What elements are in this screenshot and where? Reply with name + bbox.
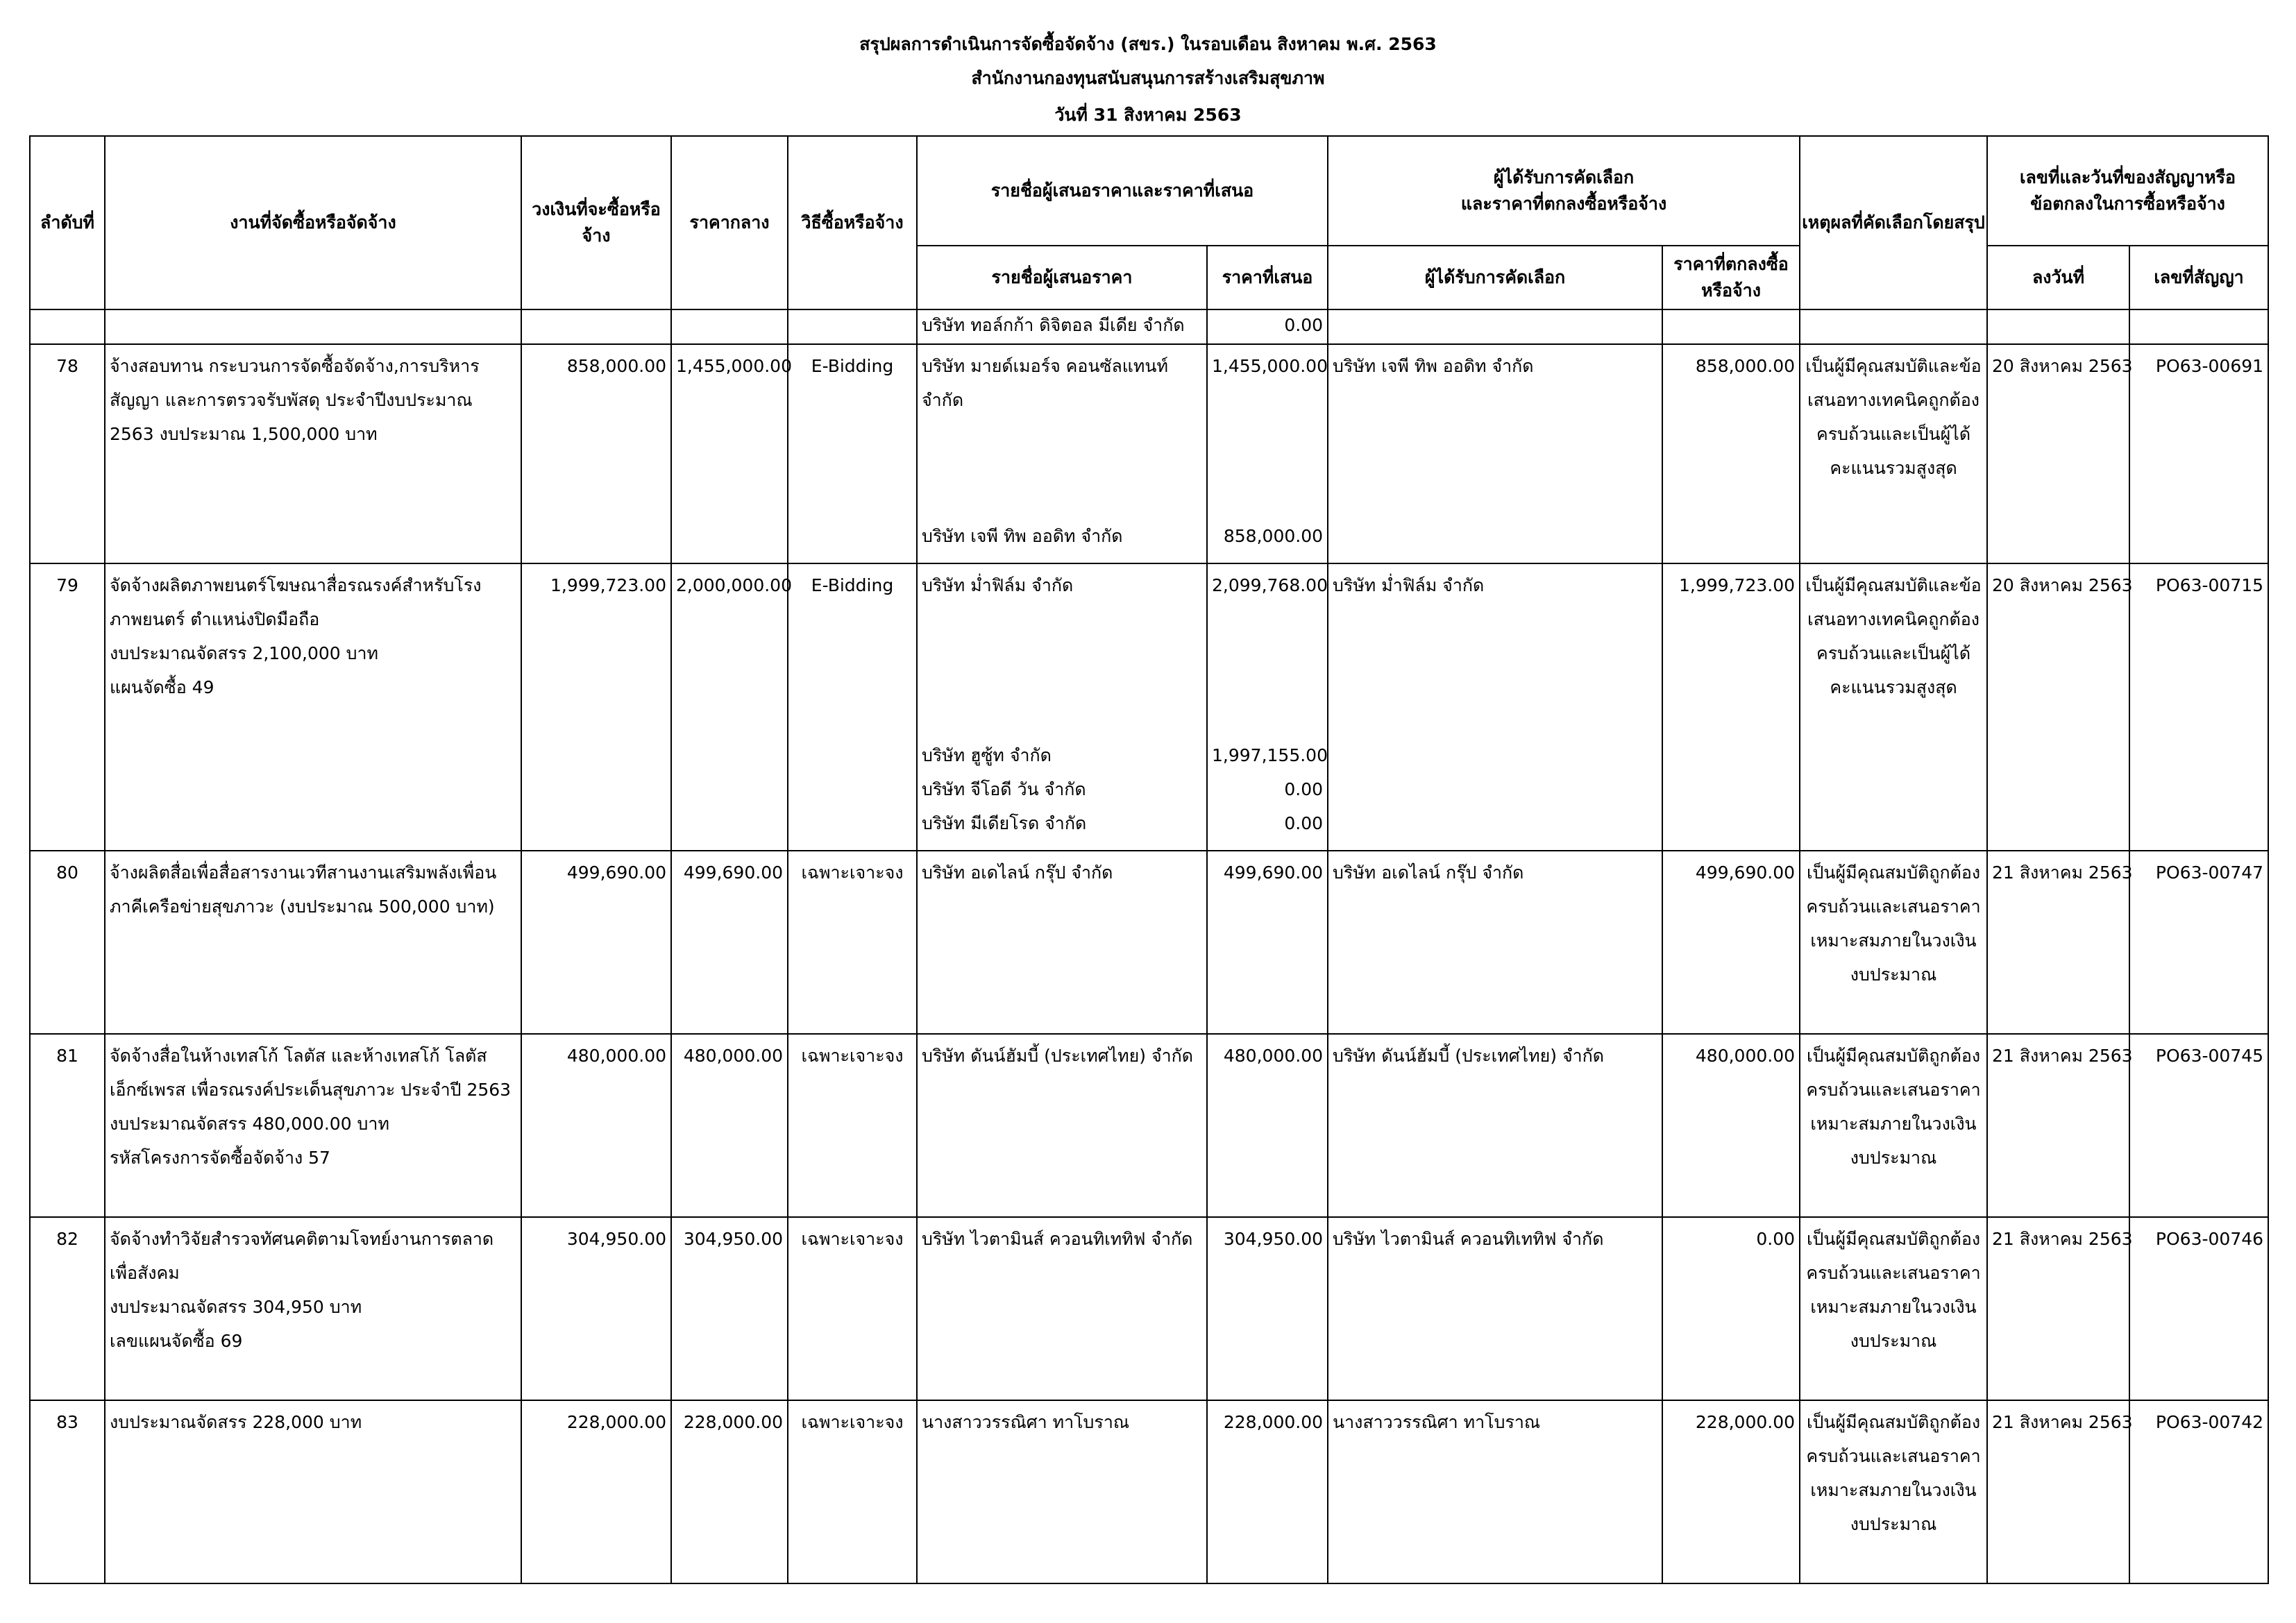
budget-amount: 228,000.00 bbox=[566, 1412, 666, 1432]
work-description: งบประมาณจัดสรร 228,000 บาท bbox=[110, 1412, 362, 1432]
contract-date: 21 สิงหาคม 2563 bbox=[1992, 863, 2133, 883]
header-contract-line2: ข้อตกลงในการซื้อหรือจ้าง bbox=[2030, 194, 2225, 214]
contract-number: PO63-00715 bbox=[2155, 575, 2264, 595]
procurement-method: E-Bidding bbox=[811, 575, 894, 595]
table-row-carry bbox=[30, 309, 2268, 344]
median-price: 304,950.00 bbox=[683, 1229, 783, 1249]
bidder-name: บริษัท จีโอดี วัน จำกัด bbox=[922, 779, 1086, 799]
median-price: 2,000,000.00 bbox=[676, 575, 792, 595]
selection-reason: เป็นผู้มีคุณสมบัติถูกต้องครบถ้วนและเสนอราคาเหมาะสมภายในวงเงินงบประมาณ bbox=[1806, 1412, 1981, 1534]
bid-price: 0.00 bbox=[1284, 779, 1324, 799]
bid-price: 304,950.00 bbox=[1223, 1229, 1324, 1249]
agreed-price: 0.00 bbox=[1756, 1229, 1796, 1249]
header-reason: เหตุผลที่คัดเลือกโดยสรุป bbox=[1800, 136, 1987, 309]
bid-price: 2,099,768.00 bbox=[1212, 575, 1328, 595]
procurement-table bbox=[29, 135, 2269, 1584]
contract-number: PO63-00742 bbox=[2155, 1412, 2264, 1432]
work-description: จ้างสอบทาน กระบวนการจัดซื้อจัดจ้าง,การบริหารสัญญา และการตรวจรับพัสดุ ประจำปีงบประมาณ 2563 งบประมาณ 1,500,000 บาท bbox=[110, 356, 480, 444]
header-bidder-name: รายชื่อผู้เสนอราคา bbox=[917, 246, 1207, 309]
selected-vendor: นางสาววรรณิศา ทาโบราณ bbox=[1333, 1412, 1541, 1432]
table-row bbox=[30, 1034, 2268, 1217]
agreed-price: 228,000.00 bbox=[1695, 1412, 1796, 1432]
row-no: 82 bbox=[56, 1229, 78, 1249]
table-row bbox=[30, 563, 2268, 851]
selected-vendor: บริษัท ดันน์ฮัมบี้ (ประเทศไทย) จำกัด bbox=[1333, 1046, 1605, 1066]
header-selected-line1: ผู้ได้รับการคัดเลือก bbox=[1493, 167, 1635, 187]
header-agreed-price: ราคาที่ตกลงซื้อหรือจ้าง bbox=[1662, 246, 1800, 309]
bidder-name: บริษัท ไวตามินส์ ควอนทิเททิฟ จำกัด bbox=[922, 1229, 1193, 1249]
report-date: วันที่ 31 สิงหาคม 2563 bbox=[1054, 105, 1242, 125]
procurement-method: เฉพาะเจาะจง bbox=[801, 1046, 904, 1066]
bid-price: 1,455,000.00 bbox=[1212, 356, 1328, 376]
header-date: ลงวันที่ bbox=[1987, 246, 2129, 309]
contract-date: 21 สิงหาคม 2563 bbox=[1992, 1046, 2133, 1066]
contract-number: PO63-00747 bbox=[2155, 863, 2264, 883]
agreed-price: 499,690.00 bbox=[1695, 863, 1796, 883]
contract-number: PO63-00691 bbox=[2155, 356, 2264, 376]
bidder-name: บริษัท มีเดียโรด จำกัด bbox=[922, 813, 1087, 833]
median-price: 480,000.00 bbox=[683, 1046, 783, 1066]
header-contract-line1: เลขที่และวันที่ของสัญญาหรือ bbox=[2020, 167, 2236, 187]
table-row bbox=[30, 1400, 2268, 1583]
bid-price: 480,000.00 bbox=[1223, 1046, 1324, 1066]
bidder-name: บริษัท ดันน์ฮัมบี้ (ประเทศไทย) จำกัด bbox=[922, 1046, 1194, 1066]
work-plan-note: แผนจัดซื้อ 49 bbox=[110, 677, 214, 697]
row-no: 78 bbox=[56, 356, 78, 376]
selected-vendor: บริษัท เจพี ทิพ ออดิท จำกัด bbox=[1333, 356, 1534, 376]
budget-amount: 499,690.00 bbox=[566, 863, 666, 883]
work-budget-note: งบประมาณจัดสรร 304,950 บาท bbox=[110, 1297, 362, 1317]
budget-amount: 304,950.00 bbox=[566, 1229, 666, 1249]
selected-vendor: บริษัท ม่ำฟิล์ม จำกัด bbox=[1333, 575, 1485, 595]
header-work: งานที่จัดซื้อหรือจัดจ้าง bbox=[105, 136, 521, 309]
row-no: 80 bbox=[56, 863, 78, 883]
work-description: จัดจ้างทำวิจัยสำรวจทัศนคติตามโจทย์งานการตลาดเพื่อสังคม bbox=[110, 1229, 494, 1283]
contract-date: 21 สิงหาคม 2563 bbox=[1992, 1229, 2133, 1249]
header-selected-name: ผู้ได้รับการคัดเลือก bbox=[1328, 246, 1662, 309]
work-budget-note: งบประมาณจัดสรร 2,100,000 บาท bbox=[110, 643, 379, 663]
header-no: ลำดับที่ bbox=[30, 136, 105, 309]
report-title: สรุปผลการดำเนินการจัดซื้อจัดจ้าง (สขร.) ในรอบเดือน สิงหาคม พ.ศ. 2563 bbox=[859, 34, 1437, 54]
budget-amount: 858,000.00 bbox=[566, 356, 666, 376]
procurement-method: เฉพาะเจาะจง bbox=[801, 863, 904, 883]
header-contract-no: เลขที่สัญญา bbox=[2129, 246, 2268, 309]
bid-price: 0.00 bbox=[1284, 813, 1324, 833]
header-median-price: ราคากลาง bbox=[671, 136, 788, 309]
header-bid-price: ราคาที่เสนอ bbox=[1207, 246, 1328, 309]
bidder-name: บริษัท ฮูซู้ท จำกัด bbox=[922, 745, 1052, 765]
procurement-method: เฉพาะเจาะจง bbox=[801, 1412, 904, 1432]
bidder-name: บริษัท อเดไลน์ กรุ๊ป จำกัด bbox=[922, 863, 1113, 883]
contract-number: PO63-00745 bbox=[2155, 1046, 2264, 1066]
work-description: จัดจ้างสื่อในห้างเทสโก้ โลตัส และห้างเทสโก้ โลตัสเอ็กซ์เพรส เพื่อรณรงค์ประเด็นสุขภาวะ ประจำปี 2563 bbox=[110, 1046, 512, 1100]
header-method: วิธีซื้อหรือจ้าง bbox=[788, 136, 917, 309]
budget-amount: 480,000.00 bbox=[566, 1046, 666, 1066]
work-budget-note: งบประมาณจัดสรร 480,000.00 บาท bbox=[110, 1114, 389, 1134]
bid-price: 1,997,155.00 bbox=[1212, 745, 1328, 765]
row-no: 83 bbox=[56, 1412, 78, 1432]
contract-date: 20 สิงหาคม 2563 bbox=[1992, 575, 2133, 595]
agreed-price: 1,999,723.00 bbox=[1679, 575, 1796, 595]
bidder-name: นางสาววรรณิศา ทาโบราณ bbox=[922, 1412, 1130, 1432]
work-description: จัดจ้างผลิตภาพยนตร์โฆษณาสื่อรณรงค์สำหรับโรงภาพยนตร์ ตำแหน่งปิดมือถือ bbox=[110, 575, 482, 629]
row-no: 81 bbox=[56, 1046, 78, 1066]
agreed-price: 858,000.00 bbox=[1695, 356, 1796, 376]
agreed-price: 480,000.00 bbox=[1695, 1046, 1796, 1066]
bid-price: 0.00 bbox=[1284, 315, 1324, 335]
bid-price: 858,000.00 bbox=[1223, 526, 1324, 546]
selection-reason: เป็นผู้มีคุณสมบัติและข้อเสนอทางเทคนิคถูกต้องครบถ้วนและเป็นผู้ได้คะแนนรวมสูงสุด bbox=[1805, 575, 1982, 697]
selected-vendor: บริษัท ไวตามินส์ ควอนทิเททิฟ จำกัด bbox=[1333, 1229, 1604, 1249]
selection-reason: เป็นผู้มีคุณสมบัติถูกต้องครบถ้วนและเสนอราคาเหมาะสมภายในวงเงินงบประมาณ bbox=[1806, 1229, 1981, 1351]
selection-reason: เป็นผู้มีคุณสมบัติถูกต้องครบถ้วนและเสนอราคาเหมาะสมภายในวงเงินงบประมาณ bbox=[1806, 863, 1981, 985]
header-selected-group bbox=[1328, 136, 1800, 246]
work-description: จ้างผลิตสื่อเพื่อสื่อสารงานเวทีสานงานเสริมพลังเพื่อนภาคีเครือข่ายสุขภาวะ (งบประมาณ 500,000 บาท) bbox=[110, 863, 497, 917]
contract-date: 20 สิงหาคม 2563 bbox=[1992, 356, 2133, 376]
budget-amount: 1,999,723.00 bbox=[550, 575, 666, 595]
selected-vendor: บริษัท อเดไลน์ กรุ๊ป จำกัด bbox=[1333, 863, 1524, 883]
bid-price: 228,000.00 bbox=[1223, 1412, 1324, 1432]
median-price: 499,690.00 bbox=[683, 863, 783, 883]
median-price: 1,455,000.00 bbox=[676, 356, 792, 376]
contract-number: PO63-00746 bbox=[2155, 1229, 2264, 1249]
work-plan-note: รหัสโครงการจัดซื้อจัดจ้าง 57 bbox=[110, 1148, 330, 1168]
selection-reason: เป็นผู้มีคุณสมบัติถูกต้องครบถ้วนและเสนอราคาเหมาะสมภายในวงเงินงบประมาณ bbox=[1806, 1046, 1981, 1168]
report-organization: สำนักงานกองทุนสนับสนุนการสร้างเสริมสุขภาพ bbox=[971, 68, 1325, 88]
header-contract-group bbox=[1987, 136, 2268, 246]
bidder-name: บริษัท ทอล์กก้า ดิจิตอล มีเดีย จำกัด bbox=[922, 315, 1185, 335]
bidder-name: บริษัท มายด์เมอร์จ คอนซัลแทนท์ จำกัด bbox=[922, 356, 1168, 410]
work-plan-note: เลขแผนจัดซื้อ 69 bbox=[110, 1331, 243, 1351]
contract-date: 21 สิงหาคม 2563 bbox=[1992, 1412, 2133, 1432]
table-row bbox=[30, 344, 2268, 563]
bidder-name: บริษัท เจพี ทิพ ออดิท จำกัด bbox=[922, 526, 1123, 546]
header-bidders-group: รายชื่อผู้เสนอราคาและราคาที่เสนอ bbox=[917, 136, 1328, 246]
table-row bbox=[30, 851, 2268, 1034]
selection-reason: เป็นผู้มีคุณสมบัติและข้อเสนอทางเทคนิคถูกต้องครบถ้วนและเป็นผู้ได้คะแนนรวมสูงสุด bbox=[1805, 356, 1982, 478]
procurement-method: เฉพาะเจาะจง bbox=[801, 1229, 904, 1249]
procurement-method: E-Bidding bbox=[811, 356, 894, 376]
table-row bbox=[30, 1217, 2268, 1400]
header-selected-line2: และราคาที่ตกลงซื้อหรือจ้าง bbox=[1460, 194, 1667, 214]
bid-price: 499,690.00 bbox=[1223, 863, 1324, 883]
row-no: 79 bbox=[56, 575, 78, 595]
header-budget: วงเงินที่จะซื้อหรือจ้าง bbox=[521, 136, 671, 309]
bidder-name: บริษัท ม่ำฟิล์ม จำกัด bbox=[922, 575, 1074, 595]
median-price: 228,000.00 bbox=[683, 1412, 783, 1432]
